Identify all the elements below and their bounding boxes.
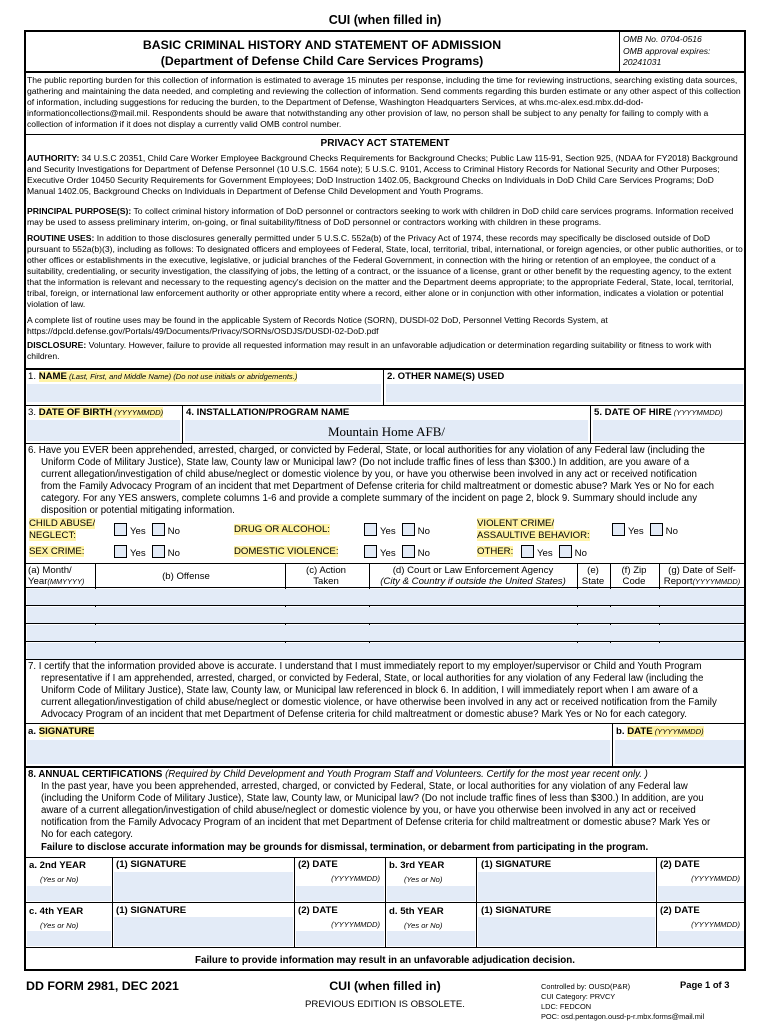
control-line-2: CUI Category: PRVCY bbox=[541, 992, 616, 1001]
name-label-text: NAME bbox=[38, 371, 67, 382]
year2-hint: (Yes or No) bbox=[40, 875, 79, 884]
violent-line2: ASSAULTIVE BEHAVIOR: bbox=[477, 529, 590, 541]
omb-number bbox=[623, 34, 710, 69]
name-input[interactable] bbox=[27, 384, 381, 402]
child-abuse-label bbox=[29, 518, 95, 541]
categories-divider bbox=[25, 563, 745, 564]
table-row[interactable] bbox=[27, 643, 744, 659]
col-g-line2: Report bbox=[663, 575, 693, 587]
q8-line-2: aware of a current allegation/investigation of child abuse/neglect or domestic violence by you, or have you otherwise been involved in any act or received bbox=[41, 805, 696, 817]
q7-line-0: 7. I certify that the information provided above is accurate. I understand that I must immediately report to my employer/supervisor or Child and Youth Program bbox=[28, 661, 702, 672]
year4-date-hint: (YYYYMMDD) bbox=[331, 920, 380, 929]
hire-hint: (YYYYMMDD) bbox=[671, 408, 723, 417]
col-action-header bbox=[286, 566, 366, 587]
q6-line-1: Uniform Code of Military Justice), State law, County law or Municipal law? (Do not include traffic fines of less than $300.) In addition, are you aware of a bbox=[41, 457, 690, 469]
omb-line-2: OMB approval expires: bbox=[623, 45, 711, 56]
table-row[interactable] bbox=[27, 589, 744, 605]
date-label-text: DATE bbox=[627, 726, 653, 737]
cert-row-line bbox=[25, 902, 745, 903]
row1-divider bbox=[25, 405, 745, 406]
child-abuse-line1: CHILD ABUSE/ bbox=[29, 518, 96, 529]
violent-label bbox=[477, 518, 590, 541]
q8-line-0: In the past year, have you been apprehended, arrested, charged, or convicted by Federal, State, or local authorities for any violation of any Federal law bbox=[41, 781, 688, 793]
table-row-line bbox=[25, 605, 745, 606]
q8-line-4: No for each category. bbox=[41, 829, 133, 841]
name-hint: (Last, First, and Middle Name) (Do not use initials or abridgements.) bbox=[66, 372, 298, 381]
year2-sig-label: (1) SIGNATURE bbox=[116, 859, 187, 870]
omb-line-1: OMB No. 0704-0516 bbox=[623, 34, 702, 44]
q6-line-3: from the Family Advocacy Program of an incident that met Department of Defense criteria for child maltreatment or domestic abuse? Mark Yes or No for each bbox=[41, 481, 715, 493]
routine-text: In addition to those disclosures generally permitted under 5 U.S.C. 552a(b) of the Privacy Act of 1974, these records may specifically be disclosed outside of DoD pursuant to 552a(b)(3), including as follows: To designated officers and employees of Federal, State, local, territorial, tribal, international, or foreign agencies, or other public authorities, or to other offices or establishments in the executive, legislative, or judicial branches of the Federal Government, in connection with the hiring or retention of an employee, the conduct of a suitability, credentialing, or security investigation, the classifying of jobs, the letting of a contract, or the issuance of a license, grant or other benefit by the requesting agency, to the extent that the information is relevant and necessary to the requesting agency's decision on the matter and the Department deems appropriate; to the appropriate Federal, State, local, territorial, tribal, foreign, or international law enforcement authority or other appropriate entity where a record, either alone or in conjunction with other information, indicates a violation or potential violation of law. bbox=[27, 233, 743, 309]
q8-warning: Failure to disclose accurate information may be grounds for dismissal, termination, or debarment from participating in the program. bbox=[41, 841, 649, 853]
sign-date-label bbox=[616, 726, 704, 737]
form-subtitle: (Department of Defense Child Care Services Programs) bbox=[160, 54, 484, 68]
yes-label: Yes bbox=[628, 526, 644, 537]
form-title: BASIC CRIMINAL HISTORY AND STATEMENT OF ADMISSION bbox=[142, 38, 502, 52]
q7-text bbox=[28, 661, 744, 721]
year3-label: b. 3rd YEAR bbox=[389, 860, 445, 871]
signature-divider bbox=[612, 723, 613, 767]
no-label: No bbox=[167, 526, 180, 537]
col-d-line1: (d) Court or Law Enforcement Agency bbox=[392, 565, 554, 576]
burden-statement: The public reporting burden for this collection of information is estimated to average 15 minutes per response, including the time for reviewing instructions, searching existing data sources, gathering and maintaining the data needed, and completing and reviewing the collection of information. Send comments regarding this burden estimate or any other aspect of this collection of information, including suggestions for reducing the burden, to the Department of Defense, Washington Headquarters Services, at whs.mc-alex.esd.mbx.dd-dod-informationcollections@mail.mil. Respondents should be aware that notwithstanding any other provision of law, no person shall be subject to any penalty for failing to comply with a collection of information if it does not display a currently valid OMB control number. bbox=[27, 75, 741, 129]
name-divider bbox=[383, 369, 384, 405]
year2-date-label: (2) DATE bbox=[298, 859, 338, 870]
year4-hint: (Yes or No) bbox=[40, 921, 79, 930]
other-text: OTHER: bbox=[477, 546, 514, 557]
domestic-label bbox=[234, 546, 338, 557]
name-label bbox=[28, 371, 297, 382]
year2-answer-input[interactable] bbox=[27, 886, 111, 901]
table-row[interactable] bbox=[27, 607, 744, 623]
year5-date-input[interactable] bbox=[658, 931, 744, 946]
cui-bottom-banner: CUI (when filled in) bbox=[329, 979, 441, 993]
q7-line-1: representative if I am apprehended, arrested, charged, or convicted by Federal, State, or local authorities for any violation of any Federal law (including the bbox=[41, 673, 704, 685]
other-no-checkbox[interactable] bbox=[559, 545, 572, 558]
col-month-header bbox=[28, 566, 84, 587]
routine-label: ROUTINE USES: bbox=[27, 233, 95, 243]
drug-no-checkbox[interactable] bbox=[402, 523, 415, 536]
q8-line-1: (including the Uniform Code of Military Justice), State law, County law, or Municipal law? (Do not include traffic fines of less than $300.) In addition, are you bbox=[41, 793, 704, 805]
yes-label: Yes bbox=[130, 526, 146, 537]
authority-text: 34 U.S.C 20351, Child Care Worker Employee Background Checks Requirements for Background Checks; Public Law 115-91, Section 925, (NDAA for FY2018) Background and Security Investigations for Department of Defense Personnel (10 U.S.C. 1564 note); 5 U.S.C. 9101, Access to Criminal History Records for National Security and Other Purposes; Executive Order 10450 Security Requirements for Government Employees; DoD Instruction 1402.05, Background Checks on Individuals in DoD Child Care Services Programs; DoD Manual 1402.05, Background Checks on Individuals in Department of Defense Child Development and Youth Programs. bbox=[27, 153, 738, 196]
signature-label bbox=[28, 726, 94, 737]
sig-num: a. bbox=[28, 726, 37, 737]
q8-head-label: 8. ANNUAL CERTIFICATIONS bbox=[28, 769, 163, 780]
year3-date-hint: (YYYYMMDD) bbox=[691, 874, 740, 883]
q6-line-5: disposition or potential mitigating information. bbox=[41, 505, 235, 517]
sex-crime-text: SEX CRIME: bbox=[29, 546, 85, 557]
year2-date-hint: (YYYYMMDD) bbox=[331, 874, 380, 883]
privacy-purpose bbox=[27, 206, 743, 228]
violent-line1: VIOLENT CRIME/ bbox=[477, 518, 555, 529]
col-selfreport-header bbox=[660, 566, 744, 587]
no-label: No bbox=[417, 526, 430, 537]
q7-line-2: Uniform Code of Military Justice), State law, County law, or Municipal law referenced in block 6. In addition, I will immediately report when I am aware of a bbox=[41, 685, 698, 697]
year5-date-label: (2) DATE bbox=[660, 905, 700, 916]
control-line-1: Controlled by: OUSD(P&R) bbox=[541, 982, 631, 991]
other-yes-checkbox[interactable] bbox=[521, 545, 534, 558]
q6-line-2: current allegation/investigation of child abuse/neglect or domestic violence by you, or have you otherwise been involved in any act or received notification bbox=[41, 469, 697, 481]
other-options bbox=[515, 545, 587, 559]
year3-signature-input[interactable] bbox=[478, 872, 655, 901]
name-num: 1. bbox=[28, 371, 37, 382]
control-line-4: POC: osd.pentagon.ousd-p-r.mbx.forms@mail.mil bbox=[541, 1012, 705, 1021]
sex-crime-options bbox=[108, 545, 180, 559]
child-abuse-yes-checkbox[interactable] bbox=[114, 523, 127, 536]
col-e-line2: State bbox=[581, 575, 605, 587]
year5-hint: (Yes or No) bbox=[404, 921, 443, 930]
hire-label-text: 5. DATE OF HIRE bbox=[594, 407, 672, 418]
violent-yes-checkbox[interactable] bbox=[612, 523, 625, 536]
q6-text bbox=[28, 445, 744, 518]
year4-answer-input[interactable] bbox=[27, 931, 111, 946]
col-c-line1: (c) Action bbox=[306, 565, 346, 576]
year4-date-input[interactable] bbox=[296, 931, 384, 946]
col-g-line3: (YYYYMMDD) bbox=[692, 576, 741, 586]
dob-label-text: DATE OF BIRTH bbox=[38, 407, 113, 418]
col-offense-header: (b) Offense bbox=[162, 571, 210, 582]
col-zip-header bbox=[611, 566, 657, 587]
disclosure-text: Voluntary. However, failure to provide all requested information may result in an unfavorable adjudication or determination regarding suitability or fitness to work with children. bbox=[27, 340, 712, 361]
domestic-text: DOMESTIC VIOLENCE: bbox=[234, 546, 339, 557]
child-abuse-no-checkbox[interactable] bbox=[152, 523, 165, 536]
col-g-line1: (g) Date of Self- bbox=[668, 565, 736, 576]
year5-label: d. 5th YEAR bbox=[389, 906, 444, 917]
q7-bottom bbox=[25, 766, 745, 768]
table-row-line bbox=[25, 641, 745, 642]
q6-line-0: 6. Have you EVER been apprehended, arrested, charged, or convicted by Federal, State, or local authorities for any violation of any Federal law (including the bbox=[28, 445, 705, 456]
omb-line-3: 20241031 bbox=[623, 57, 662, 67]
sex-crime-yes-checkbox[interactable] bbox=[114, 545, 127, 558]
drug-label-text: DRUG OR ALCOHOL: bbox=[234, 524, 330, 535]
title-divider bbox=[25, 71, 745, 73]
drug-options bbox=[358, 523, 430, 537]
hire-input[interactable] bbox=[593, 420, 743, 441]
hire-divider bbox=[590, 405, 591, 444]
child-abuse-options bbox=[108, 523, 180, 537]
table-bottom-line bbox=[25, 659, 745, 660]
domestic-options bbox=[358, 545, 430, 559]
form-id: DD FORM 2981, DEC 2021 bbox=[26, 979, 179, 993]
other-names-input[interactable] bbox=[386, 384, 743, 402]
col-d-line2: (City & Country if outside the United States) bbox=[380, 575, 566, 587]
q7-line-4: Advocacy Program of an incident that met Department of Defense criteria for child maltreatment or domestic abuse? Mark Yes or No for each category. bbox=[41, 709, 687, 721]
table-row-line bbox=[25, 623, 745, 624]
col-a-line2: Year bbox=[28, 575, 48, 587]
year3-date-input[interactable] bbox=[658, 886, 744, 901]
authority-label: AUTHORITY: bbox=[27, 153, 80, 163]
hire-label bbox=[594, 407, 723, 418]
other-label bbox=[477, 546, 513, 557]
yes-label: Yes bbox=[380, 548, 396, 559]
year5-sig-label: (1) SIGNATURE bbox=[481, 905, 552, 916]
col-a-line1: (a) Month/ bbox=[28, 565, 72, 576]
year2-date-input[interactable] bbox=[296, 886, 384, 901]
sign-date-input[interactable] bbox=[615, 740, 744, 764]
q7-line-3: current allegation/investigation of child abuse/neglect or domestic violence, or have otherwise been involved in any act or received notification from the Family bbox=[41, 697, 717, 709]
cui-top-banner: CUI (when filled in) bbox=[328, 13, 442, 27]
yes-label: Yes bbox=[537, 548, 553, 559]
installation-value: Mountain Home AFB/ bbox=[327, 424, 445, 439]
domestic-no-checkbox[interactable] bbox=[402, 545, 415, 558]
year2-signature-input[interactable] bbox=[114, 872, 293, 901]
year3-sig-label: (1) SIGNATURE bbox=[481, 859, 552, 870]
privacy-routine-uses bbox=[27, 233, 743, 310]
omb-divider bbox=[619, 31, 620, 72]
year5-answer-input[interactable] bbox=[387, 931, 475, 946]
q8-line-3: notification from the Family Advocacy Program of an incident that met Department of Defense criteria for child maltreatment or domestic abuse? Mark Yes or bbox=[41, 817, 711, 829]
year3-date-label: (2) DATE bbox=[660, 859, 700, 870]
dob-hint: (YYYYMMDD) bbox=[112, 408, 164, 417]
year3-answer-input[interactable] bbox=[387, 886, 475, 901]
burden-divider bbox=[25, 134, 745, 135]
dob-num: 3. bbox=[28, 407, 37, 418]
col-e-line1: (e) bbox=[587, 565, 599, 576]
date-hint: (YYYYMMDD) bbox=[652, 727, 704, 736]
drug-yes-checkbox[interactable] bbox=[364, 523, 377, 536]
yes-label: Yes bbox=[380, 526, 396, 537]
col-state-header bbox=[578, 566, 608, 587]
year4-label: c. 4th YEAR bbox=[29, 906, 84, 917]
sex-crime-label bbox=[29, 546, 84, 557]
table-row[interactable] bbox=[27, 625, 744, 641]
sex-crime-no-checkbox[interactable] bbox=[152, 545, 165, 558]
control-line-3: LDC: FEDCON bbox=[541, 1002, 592, 1011]
domestic-yes-checkbox[interactable] bbox=[364, 545, 377, 558]
dob-divider bbox=[182, 405, 183, 444]
year5-date-hint: (YYYYMMDD) bbox=[691, 920, 740, 929]
no-label: No bbox=[665, 526, 678, 537]
cert-row-line bbox=[25, 947, 745, 948]
violent-no-checkbox[interactable] bbox=[650, 523, 663, 536]
year4-signature-input[interactable] bbox=[114, 917, 293, 946]
yes-label: Yes bbox=[130, 548, 146, 559]
child-abuse-line2: NEGLECT: bbox=[29, 529, 76, 541]
no-label: No bbox=[167, 548, 180, 559]
failure-notice: Failure to provide information may result in an unfavorable adjudication decision. bbox=[195, 955, 575, 966]
year5-signature-input[interactable] bbox=[478, 917, 655, 946]
violent-options bbox=[606, 523, 678, 537]
q8-text bbox=[28, 769, 744, 854]
no-label: No bbox=[574, 548, 587, 559]
drug-label bbox=[234, 524, 330, 535]
obsolete-notice: PREVIOUS EDITION IS OBSOLETE. bbox=[305, 999, 465, 1010]
purpose-text: To collect criminal history information of DoD personnel or contractors seeking to work with children in DoD child care services programs. Information received may be used to assess preliminary interim, on-going, or final suitability/fitness of DoD personnel or contractors working with children in these programs. bbox=[27, 206, 734, 227]
year3-hint: (Yes or No) bbox=[404, 875, 443, 884]
q7-divider bbox=[25, 723, 745, 724]
privacy-divider bbox=[25, 368, 745, 370]
purpose-label: PRINCIPAL PURPOSE(S): bbox=[27, 206, 132, 216]
installation-label: 4. INSTALLATION/PROGRAM NAME bbox=[186, 407, 350, 418]
other-names-label: 2. OTHER NAME(S) USED bbox=[387, 371, 505, 382]
disclosure-label: DISCLOSURE: bbox=[27, 340, 87, 350]
year2-label: a. 2nd YEAR bbox=[29, 860, 86, 871]
q6-line-4: category. For any YES answers, complete columns 1-6 and provide a complete summary of the incident on page 2, block 9. Summary should include any bbox=[41, 493, 698, 505]
col-f-line1: (f) Zip bbox=[621, 565, 647, 576]
privacy-authority bbox=[27, 153, 743, 197]
table-header-line bbox=[25, 587, 745, 588]
privacy-disclosure bbox=[27, 340, 743, 362]
col-a-line3: (MMYYYY) bbox=[47, 576, 85, 586]
q8-head-hint: (Required by Child Development and Youth Program Staff and Volunteers. Certify for the most year recent only. ) bbox=[162, 769, 648, 780]
row3-divider bbox=[25, 443, 745, 444]
dob-input[interactable] bbox=[27, 420, 180, 441]
signature-input[interactable] bbox=[27, 740, 610, 764]
col-court-header bbox=[370, 566, 576, 587]
col-f-line2: Code bbox=[622, 575, 646, 587]
year4-sig-label: (1) SIGNATURE bbox=[116, 905, 187, 916]
col-c-line2: Taken bbox=[313, 575, 339, 587]
dob-label bbox=[28, 407, 163, 418]
page-number: Page 1 of 3 bbox=[680, 979, 730, 990]
privacy-heading: PRIVACY ACT STATEMENT bbox=[320, 138, 450, 149]
date-num: b. bbox=[616, 726, 625, 737]
year4-date-label: (2) DATE bbox=[298, 905, 338, 916]
sig-label-text: SIGNATURE bbox=[38, 726, 95, 737]
no-label: No bbox=[417, 548, 430, 559]
privacy-sorn: A complete list of routine uses may be found in the applicable System of Records Notice (SORN), DUSDI-02 DoD, Personnel Vetting Records System, at https://dpcld.defense.gov/Portals/49/Documents/Privacy/SORNs/OSDJS/DUSDI-02-DoD.pdf bbox=[27, 315, 608, 336]
